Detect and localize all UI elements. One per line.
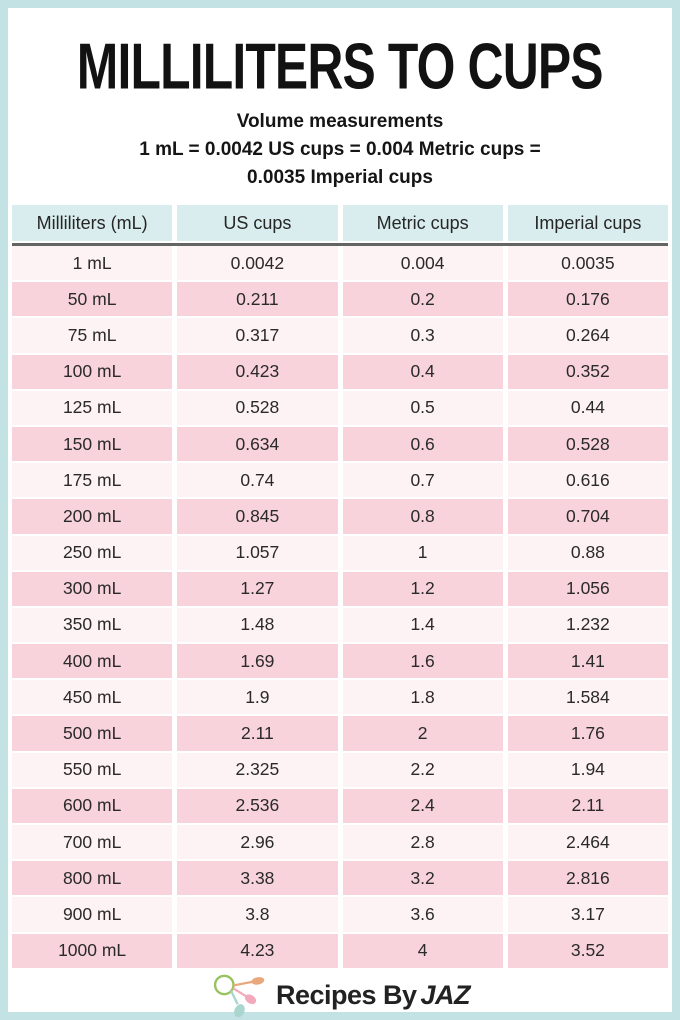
table-row [12,536,668,570]
cell-us-cups: 0.317 [177,318,337,352]
cell-imperial-cups: 2.816 [508,861,668,895]
cell-metric-cups: 0.4 [343,355,503,389]
cell-us-cups: 3.8 [177,897,337,931]
cell-metric-cups: 0.004 [343,246,503,280]
cell-us-cups: 0.845 [177,499,337,533]
cell-us-cups: 0.528 [177,391,337,425]
table-row [12,934,668,968]
cell-us-cups: 0.211 [177,282,337,316]
cell-metric-cups: 1 [343,536,503,570]
table-row [12,753,668,787]
brand-prefix: Recipes By [275,980,417,1011]
cell-imperial-cups: 0.0035 [508,246,668,280]
cell-us-cups: 4.23 [177,934,337,968]
table-row [12,644,668,678]
table-row [12,861,668,895]
cell-us-cups: 1.27 [177,572,337,606]
cell-metric-cups: 2.8 [343,825,503,859]
cell-milliliters: 500 mL [12,716,172,750]
cell-metric-cups: 0.6 [343,427,503,461]
cell-metric-cups: 0.7 [343,463,503,497]
cell-us-cups: 0.423 [177,355,337,389]
conversion-chart-page [8,8,672,1019]
table-row [12,463,668,497]
cell-imperial-cups: 1.94 [508,753,668,787]
cell-imperial-cups: 1.056 [508,572,668,606]
table-row [12,789,668,823]
subtitle: Volume measurements [236,111,444,132]
cell-imperial-cups: 1.41 [508,644,668,678]
cell-metric-cups: 0.3 [343,318,503,352]
cell-imperial-cups: 0.264 [508,318,668,352]
cell-imperial-cups: 3.52 [508,934,668,968]
cell-metric-cups: 1.4 [343,608,503,642]
cell-us-cups: 1.057 [177,536,337,570]
title-wrap [12,28,668,106]
page-title: MILLILITERS TO CUPS [77,30,603,103]
column-header-milliliters: Milliliters (mL) [12,205,172,241]
cell-us-cups: 1.69 [177,644,337,678]
cell-milliliters: 400 mL [12,644,172,678]
cell-imperial-cups: 0.616 [508,463,668,497]
cell-milliliters: 350 mL [12,608,172,642]
cell-milliliters: 150 mL [12,427,172,461]
cell-milliliters: 1000 mL [12,934,172,968]
cell-imperial-cups: 0.88 [508,536,668,570]
cell-milliliters: 450 mL [12,680,172,714]
table-body [12,246,668,968]
cell-milliliters: 50 mL [12,282,172,316]
cell-milliliters: 175 mL [12,463,172,497]
table-row [12,427,668,461]
cell-milliliters: 125 mL [12,391,172,425]
cell-metric-cups: 4 [343,934,503,968]
cell-us-cups: 0.74 [177,463,337,497]
column-header-us-cups: US cups [177,205,337,241]
cell-metric-cups: 0.2 [343,282,503,316]
cell-us-cups: 3.38 [177,861,337,895]
column-header-imperial-cups: Imperial cups [508,205,668,241]
table-row [12,572,668,606]
table-row [12,391,668,425]
cell-us-cups: 1.9 [177,680,337,714]
cell-imperial-cups: 1.584 [508,680,668,714]
cell-us-cups: 2.536 [177,789,337,823]
table-row [12,716,668,750]
cell-metric-cups: 1.8 [343,680,503,714]
cell-metric-cups: 2 [343,716,503,750]
cell-metric-cups: 1.2 [343,572,503,606]
brand-name: JAZ [420,980,471,1011]
cell-milliliters: 100 mL [12,355,172,389]
column-header-metric-cups: Metric cups [343,205,503,241]
cell-us-cups: 0.0042 [177,246,337,280]
table-row [12,825,668,859]
cell-us-cups: 2.96 [177,825,337,859]
cell-metric-cups: 3.6 [343,897,503,931]
cell-imperial-cups: 0.352 [508,355,668,389]
table-row [12,318,668,352]
cell-metric-cups: 0.8 [343,499,503,533]
table-header-row [12,205,668,241]
table-row [12,897,668,931]
cell-imperial-cups: 0.44 [508,391,668,425]
table-row [12,246,668,280]
table-row [12,680,668,714]
table-row [12,499,668,533]
cell-us-cups: 0.634 [177,427,337,461]
table-row [12,282,668,316]
cell-imperial-cups: 3.17 [508,897,668,931]
cell-metric-cups: 0.5 [343,391,503,425]
cell-imperial-cups: 0.176 [508,282,668,316]
table-row [12,608,668,642]
conversion-summary-line-1: 1 mL = 0.0042 US cups = 0.004 Metric cups = [139,139,541,160]
cell-imperial-cups: 2.11 [508,789,668,823]
cell-milliliters: 75 mL [12,318,172,352]
cell-metric-cups: 2.4 [343,789,503,823]
brand-text [276,980,470,1011]
cell-us-cups: 2.325 [177,753,337,787]
footer-brand [12,973,668,1019]
cell-milliliters: 550 mL [12,753,172,787]
conversion-summary-line-2: 0.0035 Imperial cups [247,167,433,188]
conversion-table [12,205,668,968]
cell-metric-cups: 3.2 [343,861,503,895]
cell-us-cups: 2.11 [177,716,337,750]
cell-milliliters: 800 mL [12,861,172,895]
cell-metric-cups: 2.2 [343,753,503,787]
table-row [12,355,668,389]
measuring-spoons-logo-icon [210,973,268,1019]
cell-us-cups: 1.48 [177,608,337,642]
cell-milliliters: 1 mL [12,246,172,280]
cell-metric-cups: 1.6 [343,644,503,678]
cell-milliliters: 700 mL [12,825,172,859]
cell-milliliters: 600 mL [12,789,172,823]
cell-milliliters: 250 mL [12,536,172,570]
cell-imperial-cups: 1.232 [508,608,668,642]
cell-milliliters: 300 mL [12,572,172,606]
cell-imperial-cups: 1.76 [508,716,668,750]
cell-imperial-cups: 0.528 [508,427,668,461]
cell-milliliters: 200 mL [12,499,172,533]
cell-milliliters: 900 mL [12,897,172,931]
cell-imperial-cups: 2.464 [508,825,668,859]
cell-imperial-cups: 0.704 [508,499,668,533]
